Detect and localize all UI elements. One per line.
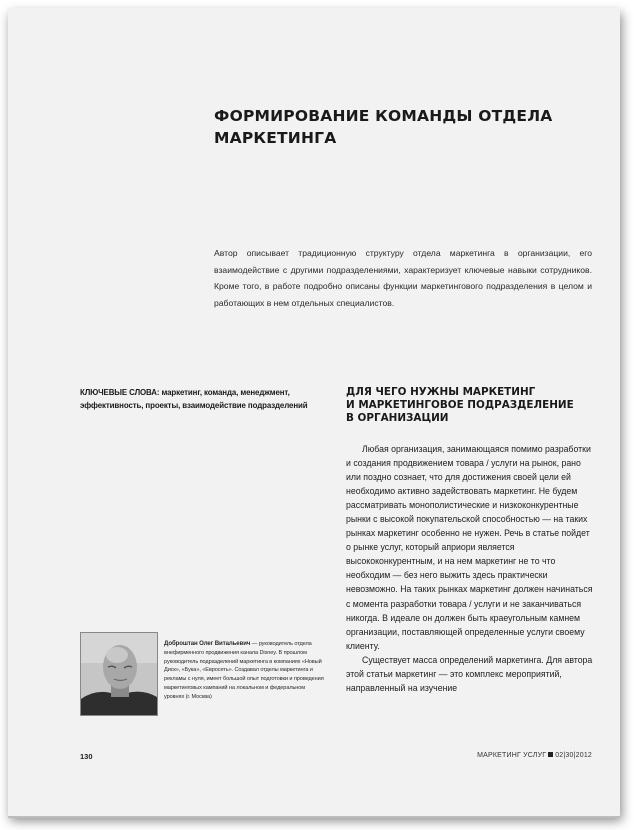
section-heading-line2: И МАРКЕТИНГОВОЕ ПОДРАЗДЕЛЕНИЕ (346, 399, 574, 411)
square-bullet-icon (548, 752, 553, 757)
author-description: — руководитель отдела внефирменного продвижения канала Disney. В прошлом руководитель подразделений маркетинга в компаниях «Новый Диск», «Бука», «Евросеть». Создавал отделы маркетинга и рекламы с нуля, имеет большой опыт подготовки и проведения маркетинговых кампаний на локальном и федеральном уровнях (г. Москва) (164, 641, 324, 700)
section-heading-line3: В ОРГАНИЗАЦИИ (346, 412, 449, 424)
article-abstract: Автор описывает традиционную структуру отдела маркетинга в организации, его взаимодействие с другими подразделениями, характеризует ключевые навыки сотрудников. Кроме того, в работе подробно описаны функции маркетингового подразделения в целом и работающих в нем отдельных специалистов. (214, 248, 592, 308)
running-footer (477, 752, 592, 759)
author-portrait-image (81, 633, 157, 715)
article-title (214, 105, 574, 149)
body-paragraph: Любая организация, занимающаяся помимо разработки и создания продвижением товара / услуги на рынок, рано или поздно сознает, что для достижения своей цели ей необходимо активно задействовать маркетинг. Не будем рассматривать монополистические и низкоконкурентные рынки с высокой покупательской способностью — на таких рынках маркетинг особенно не нужен. Речь в статье пойдет о рынке услуг, который априори является высококонкурентным, и на нем маркетинг не то что необходим — без него выжить здесь практически невозможно. На таких рынках маркетинг должен начинаться с момента разработки товара / услуги и не заканчиваться никогда. В идеале он должен быть краеугольным камнем организации, поставляющей определенные услуги своему клиенту. (346, 444, 593, 651)
page-number: 130 (80, 752, 93, 761)
keywords-label: КЛЮЧЕВЫЕ СЛОВА: (80, 388, 160, 397)
journal-name: МАРКЕТИНГ УСЛУГ (477, 752, 547, 759)
issue-number: 02|30|2012 (555, 752, 592, 759)
author-name: Доброштан Олег Витальевич (164, 640, 251, 647)
section-heading-line1: ДЛЯ ЧЕГО НУЖНЫ МАРКЕТИНГ (346, 386, 536, 398)
body-paragraph: Существует масса определений маркетинга. Для автора этой статьи маркетинг — это комплекс мероприятий, направленный на изучение (346, 654, 593, 693)
article-title-line1: ФОРМИРОВАНИЕ КОМАНДЫ ОТДЕЛА (214, 107, 553, 125)
section-heading (346, 386, 596, 425)
keywords-block (80, 387, 326, 412)
keywords-text: маркетинг, команда, менеджмент, эффективность, проекты, взаимодействие подразделений (80, 388, 308, 410)
author-photo (80, 632, 158, 716)
article-title-line2: МАРКЕТИНГА (214, 129, 337, 147)
magazine-page (8, 8, 620, 816)
article-body (346, 442, 594, 695)
author-bio (164, 640, 326, 702)
